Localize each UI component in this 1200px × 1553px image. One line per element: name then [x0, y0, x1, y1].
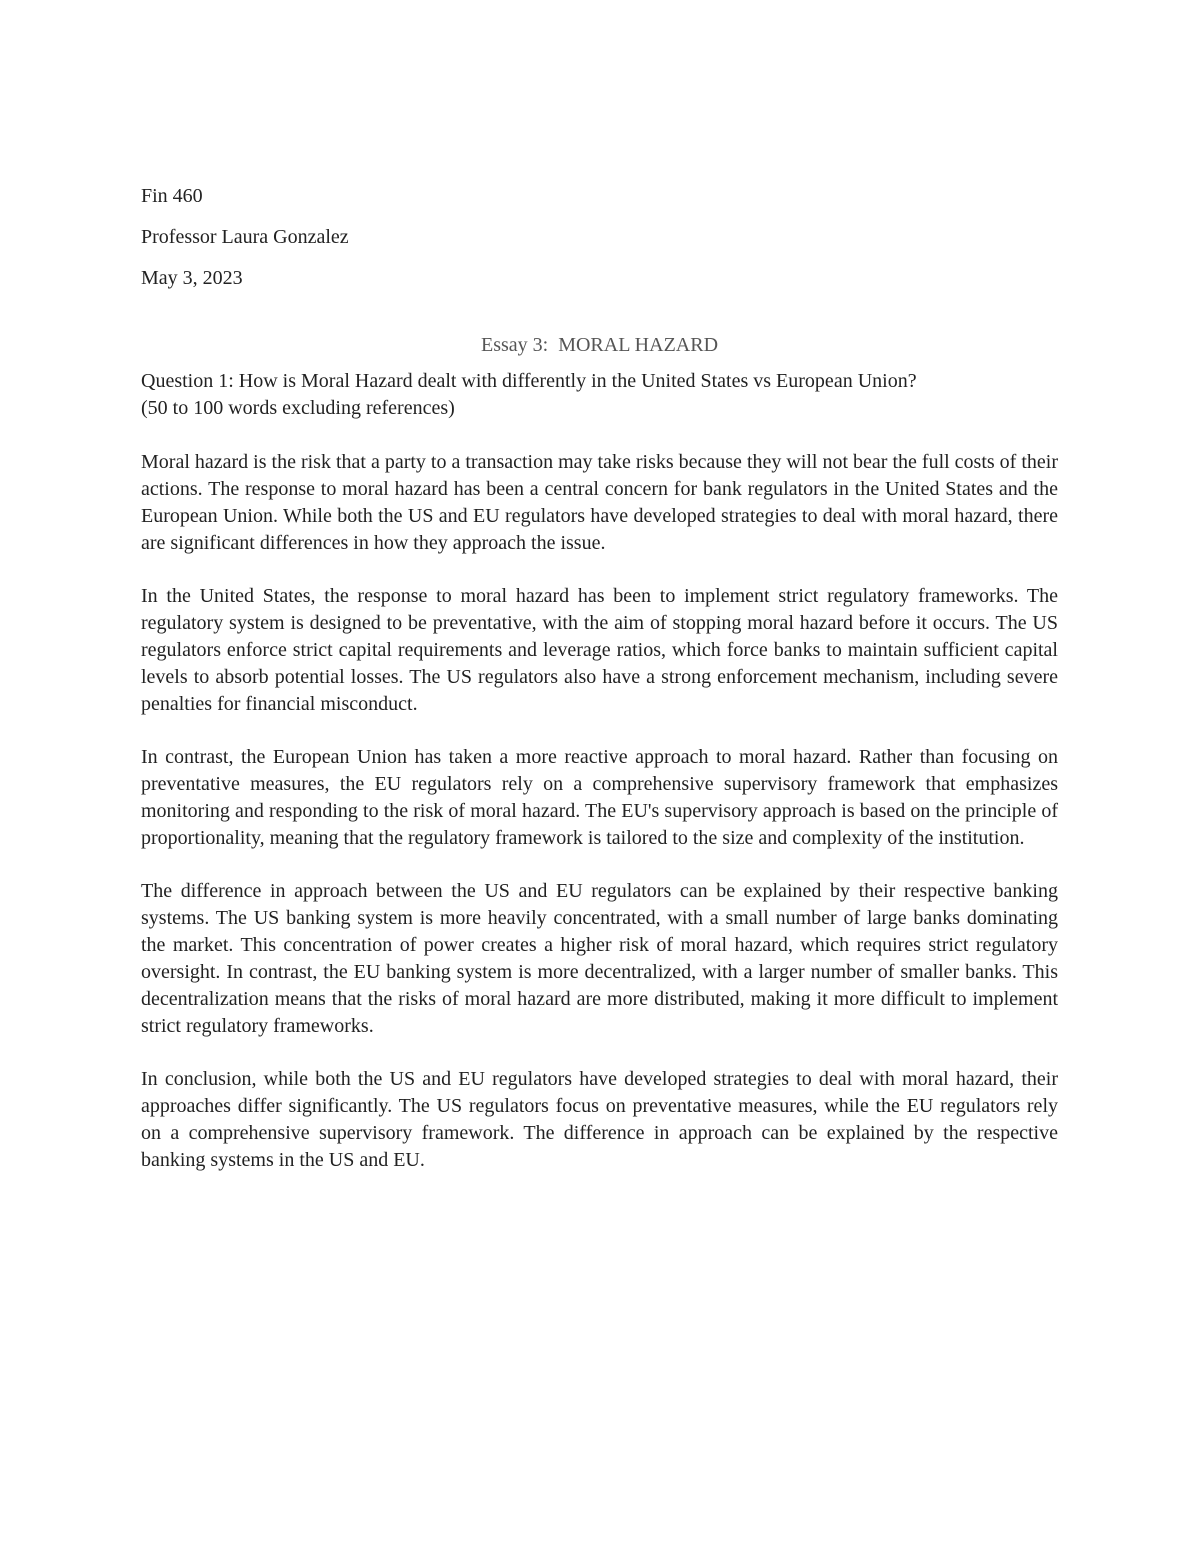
paragraph-definition: Moral hazard is the risk that a party to a transaction may take risks because they will not bear the full costs of their actions. The response to moral hazard has been a central concern for bank regulators in the United States and the European Union. While both the US and EU regulators have developed strategies to deal with moral hazard, there are significant differences in how they approach the issue.	[141, 451, 1058, 554]
date-line: May 3, 2023	[141, 267, 243, 289]
question-word-limit: (50 to 100 words excluding references)	[141, 397, 455, 419]
paragraph-european-union: In contrast, the European Union has taken a more reactive approach to moral hazard. Rather than focusing on preventative measures, the EU regulators rely on a comprehensive supervisory framework that emphasizes monitoring and responding to the risk of moral hazard. The EU's supervisory approach is based on the principle of proportionality, meaning that the regulatory framework is tailored to the size and complexity of the institution.	[141, 746, 1058, 849]
paragraph-united-states: In the United States, the response to moral hazard has been to implement strict regulatory frameworks. The regulatory system is designed to be preventative, with the aim of stopping moral hazard before it occurs. The US regulators enforce strict capital requirements and leverage ratios, which force banks to maintain sufficient capital levels to absorb potential losses. The US regulators also have a strong enforcement mechanism, including severe penalties for financial misconduct.	[141, 585, 1058, 715]
essay-body	[141, 449, 1058, 1200]
paragraph-difference: The difference in approach between the US and EU regulators can be explained by their respective banking systems. The US banking system is more heavily concentrated, with a small number of large banks dominating the market. This concentration of power creates a higher risk of moral hazard, which requires strict regulatory oversight. In contrast, the EU banking system is more decentralized, with a larger number of smaller banks. This decentralization means that the risks of moral hazard are more distributed, making it more difficult to implement strict regulatory frameworks.	[141, 880, 1058, 1037]
course-line: Fin 460	[141, 185, 203, 207]
essay-title: Essay 3: MORAL HAZARD	[480, 334, 719, 356]
paragraph-conclusion: In conclusion, while both the US and EU regulators have developed strategies to deal with moral hazard, their approaches differ significantly. The US regulators focus on preventative measures, while the EU regulators rely on a comprehensive supervisory framework. The difference in approach can be explained by the respective banking systems in the US and EU.	[141, 1068, 1058, 1171]
professor-line: Professor Laura Gonzalez	[141, 226, 349, 248]
question-text: Question 1: How is Moral Hazard dealt with differently in the United States vs European Union?	[141, 370, 917, 392]
question-block	[141, 368, 1058, 422]
